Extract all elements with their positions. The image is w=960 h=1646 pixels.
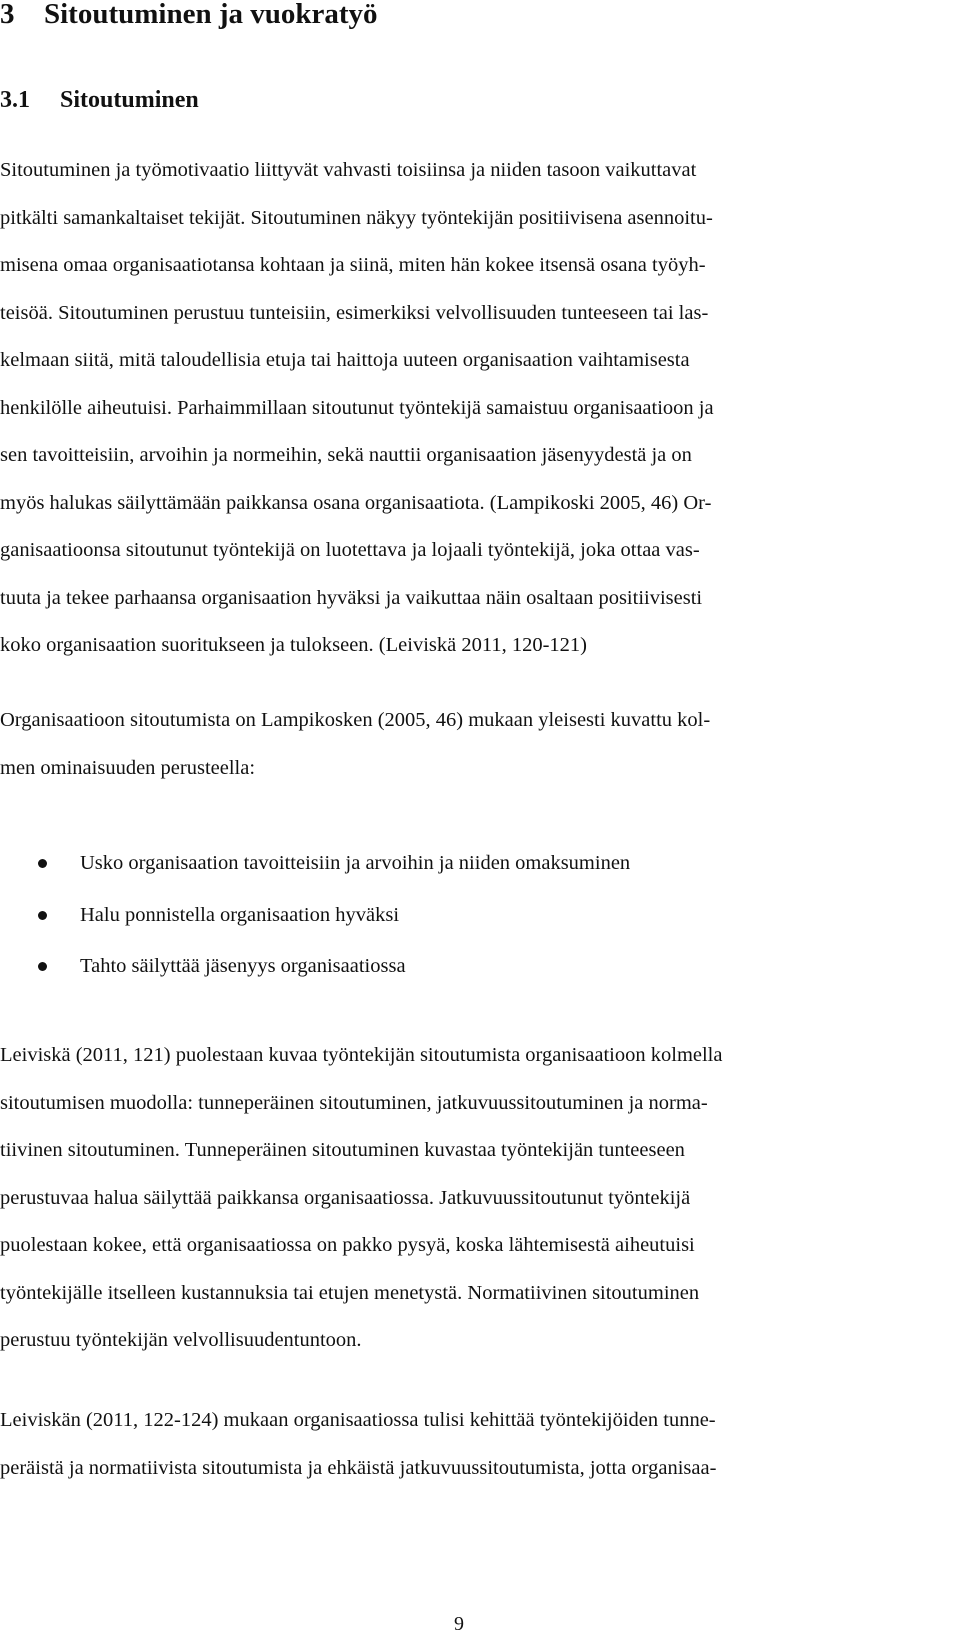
list-item-text: Halu ponnistella organisaation hyväksi	[80, 903, 400, 926]
chapter-heading	[0, 0, 378, 32]
text-line: työntekijälle itselleen kustannuksia tai etujen menetystä. Normatiivinen sitoutuminen	[0, 1281, 700, 1304]
text-line: ganisaatioonsa sitoutunut työntekijä on luotettava ja lojaali työntekijä, joka ottaa vas-	[0, 539, 700, 561]
chapter-number: 3	[0, 0, 15, 30]
text-line: Sitoutuminen ja työmotivaatio liittyvät vahvasti toisiinsa ja niiden tasoon vaikuttavat	[0, 159, 697, 181]
text-line: teisöä. Sitoutuminen perustuu tunteisiin, esimerkiksi velvollisuuden tunteeseen tai las-	[0, 301, 709, 324]
bullet-list	[0, 838, 955, 993]
paragraph-three-properties-intro	[0, 697, 955, 792]
bullet-icon	[38, 859, 47, 868]
paragraph-commitment-forms	[0, 1032, 955, 1365]
text-line: henkilölle aiheutuisi. Parhaimmillaan sitoutunut työntekijä samaistuu organisaatioon ja	[0, 396, 714, 419]
text-line: perustuu työntekijän velvollisuudentuntoon.	[0, 1329, 362, 1351]
text-line: men ominaisuuden perusteella:	[0, 756, 256, 779]
chapter-title: Sitoutuminen ja vuokratyö	[44, 0, 378, 30]
section-number: 3.1	[0, 87, 30, 113]
text-line: peräistä ja normatiivista sitoutumista ja ehkäistä jatkuvuussitoutumista, jotta organisaa-	[0, 1456, 717, 1479]
list-item	[0, 890, 955, 942]
page-number: 9	[454, 1613, 464, 1635]
text-line: sen tavoitteisiin, arvoihin ja normeihin, sekä nauttii organisaation jäsenyydestä ja on	[0, 444, 692, 466]
text-line: tiivinen sitoutuminen. Tunneperäinen sitoutuminen kuvastaa työntekijän tunteeseen	[0, 1139, 685, 1161]
text-line: sitoutumisen muodolla: tunneperäinen sitoutuminen, jatkuvuussitoutuminen ja norma-	[0, 1091, 708, 1114]
text-line: perustuvaa halua säilyttää paikkansa organisaatiossa. Jatkuvuussitoutunut työntekijä	[0, 1186, 691, 1209]
section-heading	[0, 84, 199, 116]
section-title: Sitoutuminen	[60, 87, 199, 113]
bullet-icon	[38, 962, 47, 971]
text-line: Organisaatioon sitoutumista on Lampikosken (2005, 46) mukaan yleisesti kuvattu kol-	[0, 709, 711, 731]
paragraph-development	[0, 1397, 955, 1492]
text-line: myös halukas säilyttämään paikkansa osana organisaatiota. (Lampikoski 2005, 46) Or-	[0, 491, 712, 514]
list-item	[0, 838, 955, 890]
list-item-text: Usko organisaation tavoitteisiin ja arvoihin ja niiden omaksuminen	[80, 852, 631, 874]
text-line: koko organisaation suoritukseen ja tulokseen. (Leiviskä 2011, 120-121)	[0, 634, 587, 656]
text-line: kelmaan siitä, mitä taloudellisia etuja tai haittoja uuteen organisaation vaihtamisesta	[0, 349, 690, 371]
text-line: Leiviskä (2011, 121) puolestaan kuvaa työntekijän sitoutumista organisaatioon kolmella	[0, 1044, 723, 1066]
paragraph-commitment-definition	[0, 147, 955, 670]
list-item-text: Tahto säilyttää jäsenyys organisaatiossa	[80, 955, 406, 977]
text-line: pitkälti samankaltaiset tekijät. Sitoutuminen näkyy työntekijän positiivisena asennoitu-	[0, 206, 713, 229]
text-line: Leiviskän (2011, 122-124) mukaan organisaatiossa tulisi kehittää työntekijöiden tunne-	[0, 1409, 716, 1431]
bullet-icon	[38, 911, 47, 920]
text-line: puolestaan kokee, että organisaatiossa on pakko pysyä, koska lähtemisestä aiheutuisi	[0, 1234, 695, 1256]
text-line: misena omaa organisaatiotansa kohtaan ja siinä, miten hän kokee itsensä osana työyh-	[0, 254, 706, 276]
list-item	[0, 941, 955, 993]
text-line: tuuta ja tekee parhaansa organisaation hyväksi ja vaikuttaa näin osaltaan positiivisesti	[0, 586, 703, 609]
